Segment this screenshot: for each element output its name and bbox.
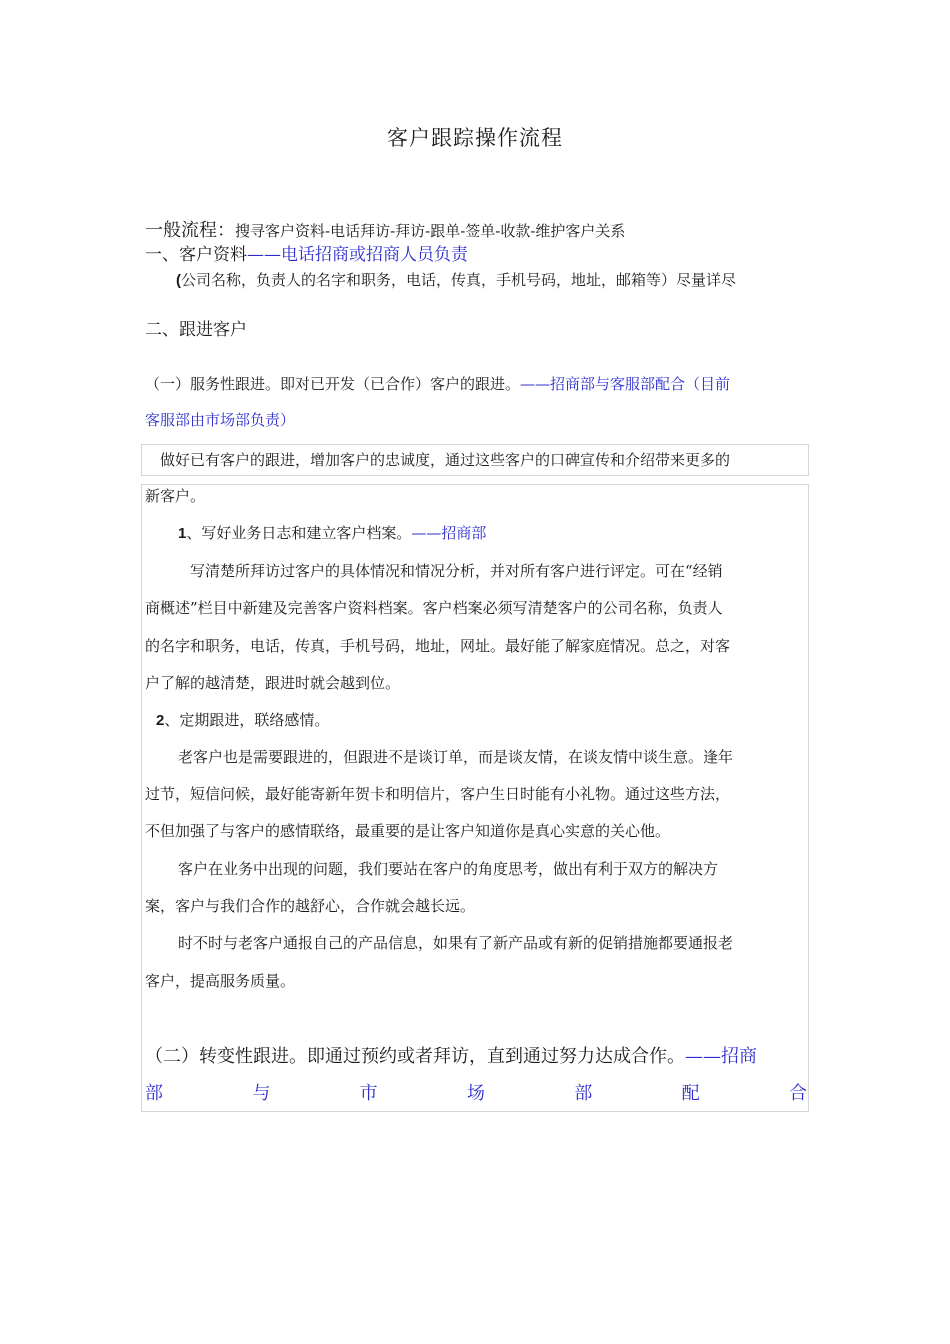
item-2-para3-line-2: 客户，提高服务质量。 [145,972,296,990]
item-1-para-line-4: 户了解的越清楚，跟进时就会越到位。 [145,674,401,692]
subsection-1-note-a: ——招商部与客服部配合（目前 [520,375,731,393]
section-1-heading: 一、客户资料 [145,245,247,265]
item-1-responsible: ——招商部 [411,524,487,542]
item-1-para-line-3: 的名字和职务，电话，传真，手机号码，地址，网址。最好能了解家庭情况。总之，对客 [145,637,731,655]
item-1-para-line-1: 写清楚所拜访过客户的具体情况和情况分析，并对所有客户进行评定。可在“经销 [190,562,723,580]
item-1-text: 、写好业务日志和建立客户档案。 [186,524,412,542]
item-2-para1-line-3: 不但加强了与客户的感情联络，最重要的是让客户知道你是真心实意的关心他。 [145,822,671,840]
general-process-line [145,216,625,242]
detail-open-paren: ( [176,272,181,289]
subsection-2-title-line [145,1042,757,1068]
item-2-para2-line-2: 案，客户与我们合作的越舒心，合作就会越长远。 [145,897,476,915]
section-1-heading-line [145,240,468,265]
section-2-heading: 二、跟进客户 [145,320,247,340]
general-process-steps: 搜寻客户资料-电话拜访-拜访-跟单-签单-收款-维护客户关系 [235,222,626,240]
note-char: 与 [252,1083,271,1104]
item-2-para3-line-1: 时不时与老客户通报自己的产品信息，如果有了新产品或有新的促销措施都要通报老 [178,934,734,952]
general-process-label: 一般流程： [145,220,235,241]
note-char: 部 [145,1083,163,1104]
item-2-heading [156,709,329,730]
item-1-heading [178,522,486,543]
item-2-para1-line-1: 老客户也是需要跟进的，但跟进不是谈订单，而是谈友情，在谈友情中谈生意。逢年 [178,748,734,766]
item-2-para2-line-1: 客户在业务中出现的问题，我们要站在客户的角度思考，做出有利于双方的解决方 [178,860,719,878]
detail-text: 公司名称，负责人的名字和职务，电话，传真，手机号码，地址，邮箱等）尽量详尽 [181,271,737,289]
document-title: 客户跟踪操作流程 [387,126,563,150]
item-2-para1-line-2: 过节，短信问候，最好能寄新年贺卡和明信片，客户生日时能有小礼物。通过这些方法， [145,785,731,803]
subsection-1-note-b: 客服部由市场部负责） [145,411,296,429]
section-1-detail [176,269,736,290]
subsection-1-title: （一）服务性跟进。即对已开发（已合作）客户的跟进。 [145,375,521,393]
item-2-text: 、定期跟进，联络感情。 [164,711,330,729]
item-2-number: 2 [156,712,165,729]
subsection-2-title: （二）转变性跟进。即通过预约或者拜访，直到通过努力达成合作。 [145,1046,685,1067]
note-char: 场 [466,1083,485,1104]
boxed-line-2: 新客户。 [145,487,206,505]
note-char: 市 [359,1083,378,1104]
subsection-2-note-a: ——招商 [685,1046,757,1067]
section-1-responsible: ——电话招商或招商人员负责 [247,245,468,265]
item-1-number: 1 [178,525,187,542]
note-char: 合 [788,1083,807,1104]
boxed-line-1: 做好已有客户的跟进，增加客户的忠诚度，通过这些客户的口碑宣传和介绍带来更多的 [160,451,731,469]
subsection-2-note-b [145,1079,807,1105]
note-char: 部 [574,1083,593,1104]
item-1-para-line-2: 商概述”栏目中新建及完善客户资料档案。客户档案必须写清楚客户的公司名称，负责人 [145,599,723,617]
note-char: 配 [681,1083,700,1104]
subsection-1-title-line [145,373,730,394]
